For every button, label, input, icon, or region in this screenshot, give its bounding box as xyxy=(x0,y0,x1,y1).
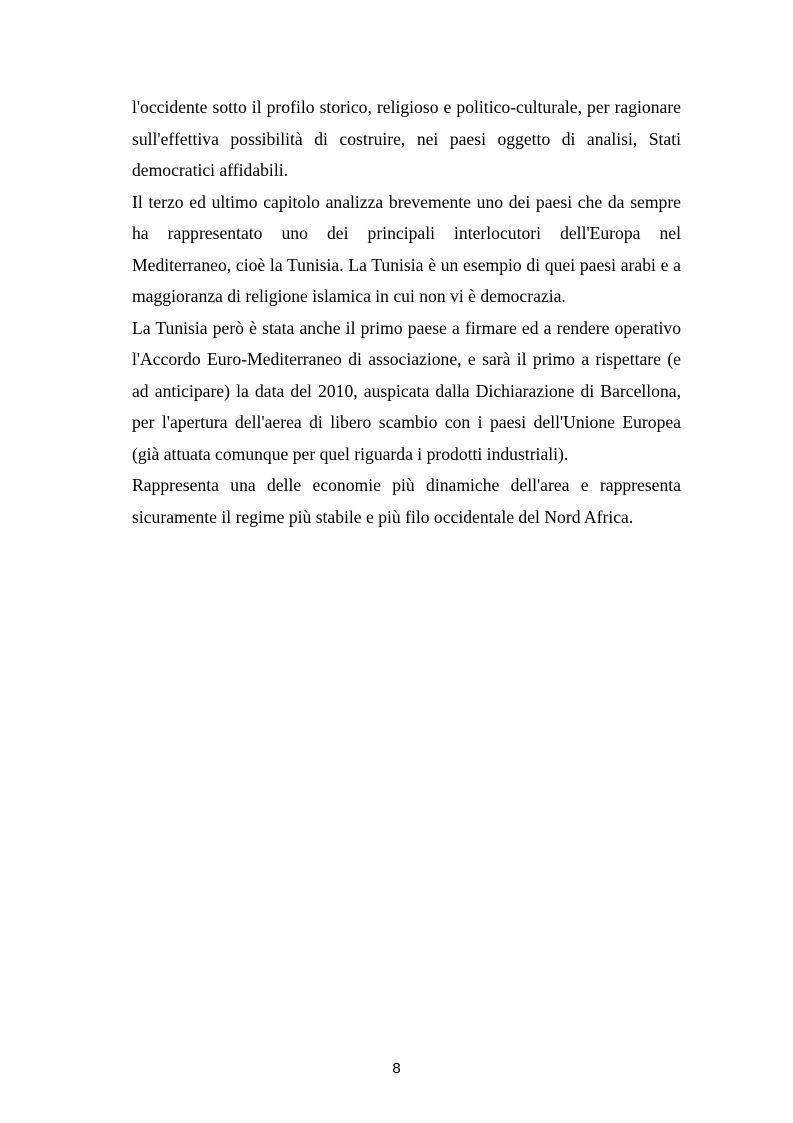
paragraph-economy: Rappresenta una delle economie più dinamiche dell'area e rappresenta sicuramente il regime più stabile e più filo occidentale del Nord Africa. xyxy=(132,475,681,527)
paragraph-tunisia-agreement: La Tunisia però è stata anche il primo paese a firmare ed a rendere operativo l'Accordo Euro-Mediterraneo di associazione, e sarà il primo a rispettare (e ad anticipare) la data del 2010, auspicata dalla Dichiarazione di Barcellona, per l'apertura dell'aerea di libero scambio con i paesi dell'Unione Europea (già attuata comunque per quel riguarda i prodotti industriali). xyxy=(132,317,681,464)
paragraph-third-chapter: Il terzo ed ultimo capitolo analizza brevemente uno dei paesi che da sempre ha rappresentato uno dei principali interlocutori dell'Europa nel Mediterraneo, cioè la Tunisia. La Tunisia è un esempio di quei paesi arabi e a maggioranza di religione islamica in cui non vi è democrazia. xyxy=(132,191,681,306)
body-text xyxy=(132,92,681,533)
page-number: 8 xyxy=(392,1060,401,1077)
paragraph-continuation: l'occidente sotto il profilo storico, religioso e politico-culturale, per ragionare sull'effettiva possibilità di costruire, nei paesi oggetto di analisi, Stati democratici affidabili. xyxy=(132,97,681,180)
